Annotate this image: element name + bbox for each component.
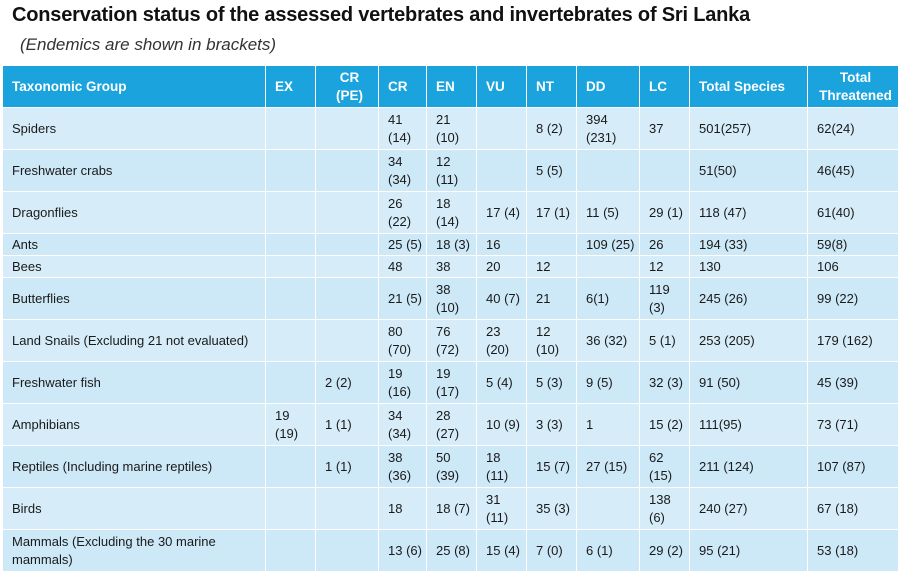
- cell-total-species: 211 (124): [690, 446, 808, 488]
- cell-dd: [577, 150, 640, 192]
- cell-cr-pe: 2 (2): [316, 362, 379, 404]
- cell-en: 18 (7): [427, 488, 477, 530]
- conservation-status-table: [2, 65, 899, 572]
- cell-vu: 40 (7): [477, 278, 527, 320]
- cell-total-threatened: 59(8): [808, 234, 899, 256]
- cell-ex: [266, 192, 316, 234]
- cell-en: 12 (11): [427, 150, 477, 192]
- cell-ex: [266, 278, 316, 320]
- cell-ex: [266, 234, 316, 256]
- cell-total-threatened: 62(24): [808, 108, 899, 150]
- cell-cr-pe: [316, 320, 379, 362]
- cell-lc: 138 (6): [640, 488, 690, 530]
- table-row: [3, 234, 899, 256]
- cell-nt: 17 (1): [527, 192, 577, 234]
- cell-lc: 32 (3): [640, 362, 690, 404]
- cell-cr-pe: [316, 278, 379, 320]
- cell-lc: 119 (3): [640, 278, 690, 320]
- column-header-dd: DD: [577, 66, 640, 108]
- cell-total-species: 253 (205): [690, 320, 808, 362]
- column-header-nt: NT: [527, 66, 577, 108]
- table-row: [3, 278, 899, 320]
- page-subtitle: (Endemics are shown in brackets): [20, 35, 277, 54]
- cell-total-species: 95 (21): [690, 530, 808, 572]
- cell-total-species: 111(95): [690, 404, 808, 446]
- column-header-taxonomic-group: Taxonomic Group: [3, 66, 266, 108]
- cell-dd: 6(1): [577, 278, 640, 320]
- column-header-total-threatened: Total Threatened: [808, 66, 899, 108]
- cell-ex: [266, 488, 316, 530]
- cell-total-threatened: 67 (18): [808, 488, 899, 530]
- cell-en: 21 (10): [427, 108, 477, 150]
- cell-en: 19 (17): [427, 362, 477, 404]
- cell-cr-pe: [316, 192, 379, 234]
- cell-ex: [266, 446, 316, 488]
- table-row: [3, 488, 899, 530]
- cell-total-threatened: 46(45): [808, 150, 899, 192]
- cell-total-threatened: 61(40): [808, 192, 899, 234]
- cell-cr: 80 (70): [379, 320, 427, 362]
- cell-en: 50 (39): [427, 446, 477, 488]
- cell-total-threatened: 73 (71): [808, 404, 899, 446]
- cell-en: 18 (3): [427, 234, 477, 256]
- cell-total-threatened: 107 (87): [808, 446, 899, 488]
- cell-dd: 9 (5): [577, 362, 640, 404]
- cell-taxonomic-group: Bees: [3, 256, 266, 278]
- column-header-vu: VU: [477, 66, 527, 108]
- cell-lc: 12: [640, 256, 690, 278]
- cell-lc: 15 (2): [640, 404, 690, 446]
- cell-cr-pe: [316, 234, 379, 256]
- cell-taxonomic-group: Butterflies: [3, 278, 266, 320]
- cell-total-threatened: 99 (22): [808, 278, 899, 320]
- cell-total-threatened: 106: [808, 256, 899, 278]
- cell-taxonomic-group: Reptiles (Including marine reptiles): [3, 446, 266, 488]
- cell-dd: 6 (1): [577, 530, 640, 572]
- cell-cr: 13 (6): [379, 530, 427, 572]
- cell-dd: 1: [577, 404, 640, 446]
- table-row: [3, 256, 899, 278]
- cell-taxonomic-group: Mammals (Excluding the 30 marine mammals): [3, 530, 266, 572]
- table-body: [3, 108, 899, 572]
- cell-cr-pe: [316, 256, 379, 278]
- cell-nt: 5 (3): [527, 362, 577, 404]
- cell-en: 76 (72): [427, 320, 477, 362]
- cell-taxonomic-group: Freshwater fish: [3, 362, 266, 404]
- cell-total-species: 194 (33): [690, 234, 808, 256]
- table-row: [3, 404, 899, 446]
- cell-nt: 35 (3): [527, 488, 577, 530]
- cell-vu: 5 (4): [477, 362, 527, 404]
- cell-taxonomic-group: Amphibians: [3, 404, 266, 446]
- page-title: Conservation status of the assessed vertebrates and invertebrates of Sri Lanka: [12, 4, 751, 26]
- table-row: [3, 192, 899, 234]
- table-row: [3, 362, 899, 404]
- column-header-ex: EX: [266, 66, 316, 108]
- cell-cr-pe: 1 (1): [316, 446, 379, 488]
- cell-vu: 18 (11): [477, 446, 527, 488]
- cell-dd: [577, 488, 640, 530]
- cell-nt: 21: [527, 278, 577, 320]
- cell-total-threatened: 45 (39): [808, 362, 899, 404]
- cell-en: 28 (27): [427, 404, 477, 446]
- cell-vu: 23 (20): [477, 320, 527, 362]
- cell-nt: 3 (3): [527, 404, 577, 446]
- cell-total-threatened: 179 (162): [808, 320, 899, 362]
- cell-en: 25 (8): [427, 530, 477, 572]
- cell-dd: 394 (231): [577, 108, 640, 150]
- cell-total-species: 501(257): [690, 108, 808, 150]
- cell-vu: 16: [477, 234, 527, 256]
- cell-taxonomic-group: Land Snails (Excluding 21 not evaluated): [3, 320, 266, 362]
- cell-nt: 15 (7): [527, 446, 577, 488]
- cell-cr: 48: [379, 256, 427, 278]
- cell-vu: 10 (9): [477, 404, 527, 446]
- cell-nt: 12: [527, 256, 577, 278]
- table-row: [3, 530, 899, 572]
- cell-nt: 7 (0): [527, 530, 577, 572]
- cell-cr: 41 (14): [379, 108, 427, 150]
- cell-ex: [266, 362, 316, 404]
- cell-vu: 31 (11): [477, 488, 527, 530]
- cell-taxonomic-group: Spiders: [3, 108, 266, 150]
- cell-dd: 36 (32): [577, 320, 640, 362]
- cell-vu: 15 (4): [477, 530, 527, 572]
- cell-en: 18 (14): [427, 192, 477, 234]
- cell-lc: 37: [640, 108, 690, 150]
- column-header-cr-pe: CR (PE): [316, 66, 379, 108]
- cell-lc: 29 (2): [640, 530, 690, 572]
- cell-dd: [577, 256, 640, 278]
- cell-dd: 27 (15): [577, 446, 640, 488]
- cell-en: 38 (10): [427, 278, 477, 320]
- cell-cr-pe: [316, 108, 379, 150]
- column-header-en: EN: [427, 66, 477, 108]
- cell-vu: [477, 108, 527, 150]
- cell-taxonomic-group: Freshwater crabs: [3, 150, 266, 192]
- cell-cr: 18: [379, 488, 427, 530]
- cell-total-species: 240 (27): [690, 488, 808, 530]
- cell-cr: 19 (16): [379, 362, 427, 404]
- cell-total-species: 118 (47): [690, 192, 808, 234]
- cell-ex: [266, 108, 316, 150]
- column-header-total-species: Total Species: [690, 66, 808, 108]
- cell-cr-pe: [316, 488, 379, 530]
- column-header-cr: CR: [379, 66, 427, 108]
- cell-ex: [266, 320, 316, 362]
- cell-taxonomic-group: Ants: [3, 234, 266, 256]
- table-row: [3, 320, 899, 362]
- cell-vu: 20: [477, 256, 527, 278]
- cell-taxonomic-group: Birds: [3, 488, 266, 530]
- cell-nt: 5 (5): [527, 150, 577, 192]
- cell-total-species: 91 (50): [690, 362, 808, 404]
- cell-cr: 25 (5): [379, 234, 427, 256]
- column-header-lc: LC: [640, 66, 690, 108]
- cell-dd: 11 (5): [577, 192, 640, 234]
- cell-vu: 17 (4): [477, 192, 527, 234]
- cell-vu: [477, 150, 527, 192]
- table-row: [3, 108, 899, 150]
- cell-cr: 34 (34): [379, 150, 427, 192]
- cell-nt: [527, 234, 577, 256]
- cell-cr: 34 (34): [379, 404, 427, 446]
- cell-lc: 5 (1): [640, 320, 690, 362]
- cell-total-species: 130: [690, 256, 808, 278]
- cell-ex: [266, 256, 316, 278]
- cell-lc: 29 (1): [640, 192, 690, 234]
- cell-total-species: 51(50): [690, 150, 808, 192]
- cell-cr: 26 (22): [379, 192, 427, 234]
- cell-lc: [640, 150, 690, 192]
- table-header-row: [3, 66, 899, 108]
- cell-lc: 62 (15): [640, 446, 690, 488]
- cell-total-species: 245 (26): [690, 278, 808, 320]
- cell-cr: 21 (5): [379, 278, 427, 320]
- cell-cr: 38 (36): [379, 446, 427, 488]
- cell-cr-pe: [316, 150, 379, 192]
- cell-nt: 8 (2): [527, 108, 577, 150]
- cell-en: 38: [427, 256, 477, 278]
- cell-ex: [266, 530, 316, 572]
- cell-cr-pe: [316, 530, 379, 572]
- cell-taxonomic-group: Dragonflies: [3, 192, 266, 234]
- cell-total-threatened: 53 (18): [808, 530, 899, 572]
- cell-lc: 26: [640, 234, 690, 256]
- cell-dd: 109 (25): [577, 234, 640, 256]
- cell-ex: 19 (19): [266, 404, 316, 446]
- table-row: [3, 446, 899, 488]
- table-row: [3, 150, 899, 192]
- cell-cr-pe: 1 (1): [316, 404, 379, 446]
- cell-ex: [266, 150, 316, 192]
- cell-nt: 12 (10): [527, 320, 577, 362]
